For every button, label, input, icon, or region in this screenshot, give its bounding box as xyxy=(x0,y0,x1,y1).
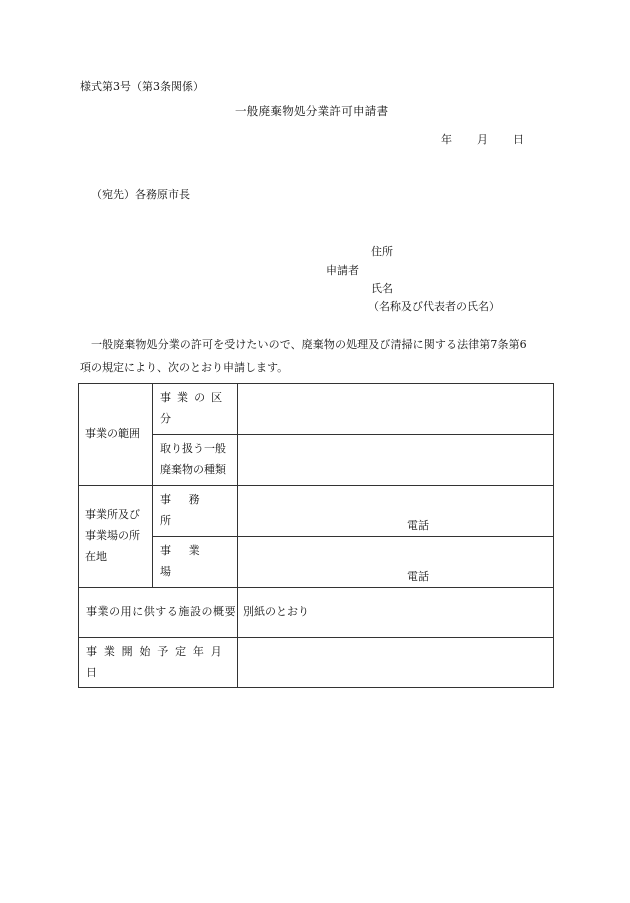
business-type-header xyxy=(153,384,238,435)
date-month-label: 月 xyxy=(477,133,488,146)
location-label-line-3: 在地 xyxy=(85,549,107,563)
business-type-label: 事業の区分 xyxy=(160,391,229,425)
form-number: 様式第3号（第3条関係） xyxy=(80,80,204,93)
applicant-label: 申請者 xyxy=(326,264,359,277)
applicant-name-note: （名称及び代表者の氏名） xyxy=(368,300,500,313)
business-scope-header xyxy=(79,384,153,486)
body-text-line-1: 一般廃棄物処分業の許可を受けたいので、廃棄物の処理及び清掃に関する法律第7条第6 xyxy=(91,338,527,351)
application-form-table xyxy=(78,383,554,688)
waste-type-header xyxy=(153,435,238,486)
date-year-label: 年 xyxy=(441,133,452,146)
waste-type-label-line-1: 取り扱う一般 xyxy=(160,442,226,456)
date-day-label: 日 xyxy=(513,133,524,146)
business-type-field[interactable] xyxy=(238,384,554,435)
applicant-name-label: 氏名 xyxy=(371,282,393,295)
start-date-field[interactable] xyxy=(238,638,554,688)
facility-header xyxy=(79,588,238,638)
office-phone-label: 電話 xyxy=(407,519,429,532)
site-phone-label: 電話 xyxy=(407,570,429,583)
document-title: 一般廃棄物処分業許可申請書 xyxy=(235,104,389,118)
applicant-address-label: 住所 xyxy=(371,245,393,258)
office-header xyxy=(153,486,238,537)
business-scope-label: 事業の範囲 xyxy=(85,427,140,441)
waste-type-label-line-2: 廃棄物の種類 xyxy=(160,463,226,476)
location-header xyxy=(79,486,153,588)
body-text-line-2: 項の規定により、次のとおり申請します。 xyxy=(80,361,289,374)
site-label: 事業場 xyxy=(160,544,218,578)
location-label-line-2: 事業場の所 xyxy=(85,529,140,543)
start-date-label: 事業開始予定年月日 xyxy=(86,644,229,679)
facility-label: 事業の用に供する施設の概要 xyxy=(86,605,237,619)
facility-value: 別紙のとおり xyxy=(243,605,309,619)
waste-type-field[interactable] xyxy=(238,435,554,486)
office-label: 事務所 xyxy=(160,493,218,527)
site-field[interactable] xyxy=(238,537,554,588)
site-header xyxy=(153,537,238,588)
start-date-header xyxy=(79,638,238,688)
location-label-line-1: 事業所及び xyxy=(85,508,140,522)
office-field[interactable] xyxy=(238,486,554,537)
addressee: （宛先）各務原市長 xyxy=(91,188,190,201)
facility-field[interactable] xyxy=(238,588,554,638)
